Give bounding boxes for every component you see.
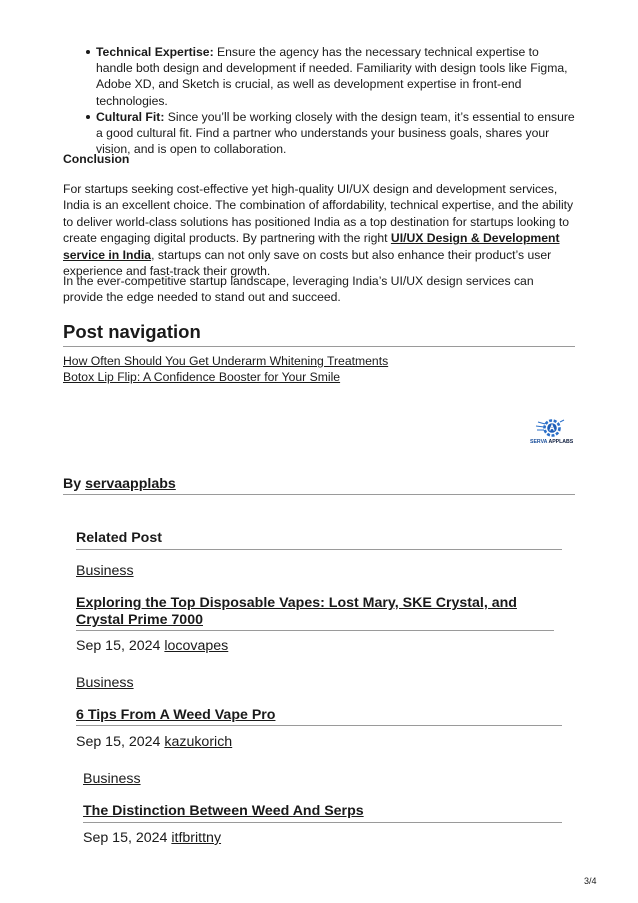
logo-wordmark — [530, 439, 572, 445]
post-navigation-heading: Post navigation — [63, 321, 201, 342]
divider — [63, 346, 575, 347]
logo-word: SERVA — [530, 439, 548, 445]
list-item-text: Ensure the agency has the necessary technical expertise to handle both design and development if needed. Familiarity with design tools like Figma, Adobe XD, and Sketch is crucial, as well as development expertise in front-end technologies. — [96, 45, 568, 108]
servaapplabs-logo — [530, 418, 572, 448]
list-item-text: Since you’ll be working closely with the design team, it’s essential to ensure a good cultural fit. Find a partner who understands your business goals, shares your vision, and is open to collaboration. — [96, 109, 575, 157]
post-author-link[interactable]: locovapes — [164, 638, 229, 654]
closing-paragraph: In the ever-competitive startup landscape, leveraging India’s UI/UX design services can provide the edge needed to stand out and succeed. — [63, 274, 534, 305]
considerations-list — [63, 44, 575, 157]
post-author-link[interactable]: itfbrittny — [171, 830, 222, 846]
post-meta — [76, 638, 228, 654]
list-item — [63, 109, 575, 158]
previous-post-link[interactable]: How Often Should You Get Underarm Whitening Treatments — [63, 354, 389, 368]
divider — [76, 630, 554, 631]
author-byline — [63, 476, 176, 492]
gear-logo-icon — [530, 418, 572, 440]
post-date: Sep 15, 2024 — [76, 638, 161, 654]
post-meta — [83, 830, 221, 846]
list-item-label: Cultural Fit: — [96, 109, 165, 124]
category-link[interactable]: Business — [76, 563, 134, 579]
logo-word: APPLABS — [548, 439, 574, 445]
post-date: Sep 15, 2024 — [76, 734, 161, 750]
category-link[interactable]: Business — [76, 675, 134, 691]
conclusion-heading: Conclusion — [63, 152, 130, 166]
post-date: Sep 15, 2024 — [83, 830, 168, 846]
conclusion-paragraph — [63, 181, 575, 279]
category-link[interactable]: Business — [83, 771, 141, 787]
paragraph-text: , startups can not only save on costs but also enhance their product’s user experience and fast-track their growth. — [63, 247, 552, 279]
related-post-title[interactable]: The Distinction Between Weed And Serps — [83, 803, 364, 819]
list-item — [63, 44, 575, 109]
author-link[interactable]: servaapplabs — [85, 476, 176, 492]
divider — [63, 494, 575, 495]
service-link[interactable]: UI/UX Design & Development service in India — [63, 231, 560, 262]
next-post-link[interactable]: Botox Lip Flip: A Confidence Booster for Your Smile — [63, 370, 341, 384]
divider — [83, 822, 562, 823]
divider — [76, 549, 562, 550]
paragraph-text: For startups seeking cost-effective yet high-quality UI/UX design and development services, India is an excellent choice. The combination of affordability, technical expertise, and the ability to deliver world-class solutions has positioned India as a top destination for startups looking to create engaging digital products. By partnering with the right — [63, 182, 574, 246]
page-number: 3/4 — [584, 876, 597, 886]
related-post-title[interactable]: 6 Tips From A Weed Vape Pro — [76, 707, 276, 723]
related-post-title[interactable]: Exploring the Top Disposable Vapes: Lost Mary, SKE Crystal, and Crystal Prime 7000 — [76, 595, 517, 628]
post-author-link[interactable]: kazukorich — [164, 734, 233, 750]
divider — [76, 725, 562, 726]
byline-prefix: By — [63, 476, 86, 492]
post-meta — [76, 734, 232, 750]
related-post-heading: Related Post — [76, 530, 162, 546]
list-item-label: Technical Expertise: — [96, 45, 214, 59]
